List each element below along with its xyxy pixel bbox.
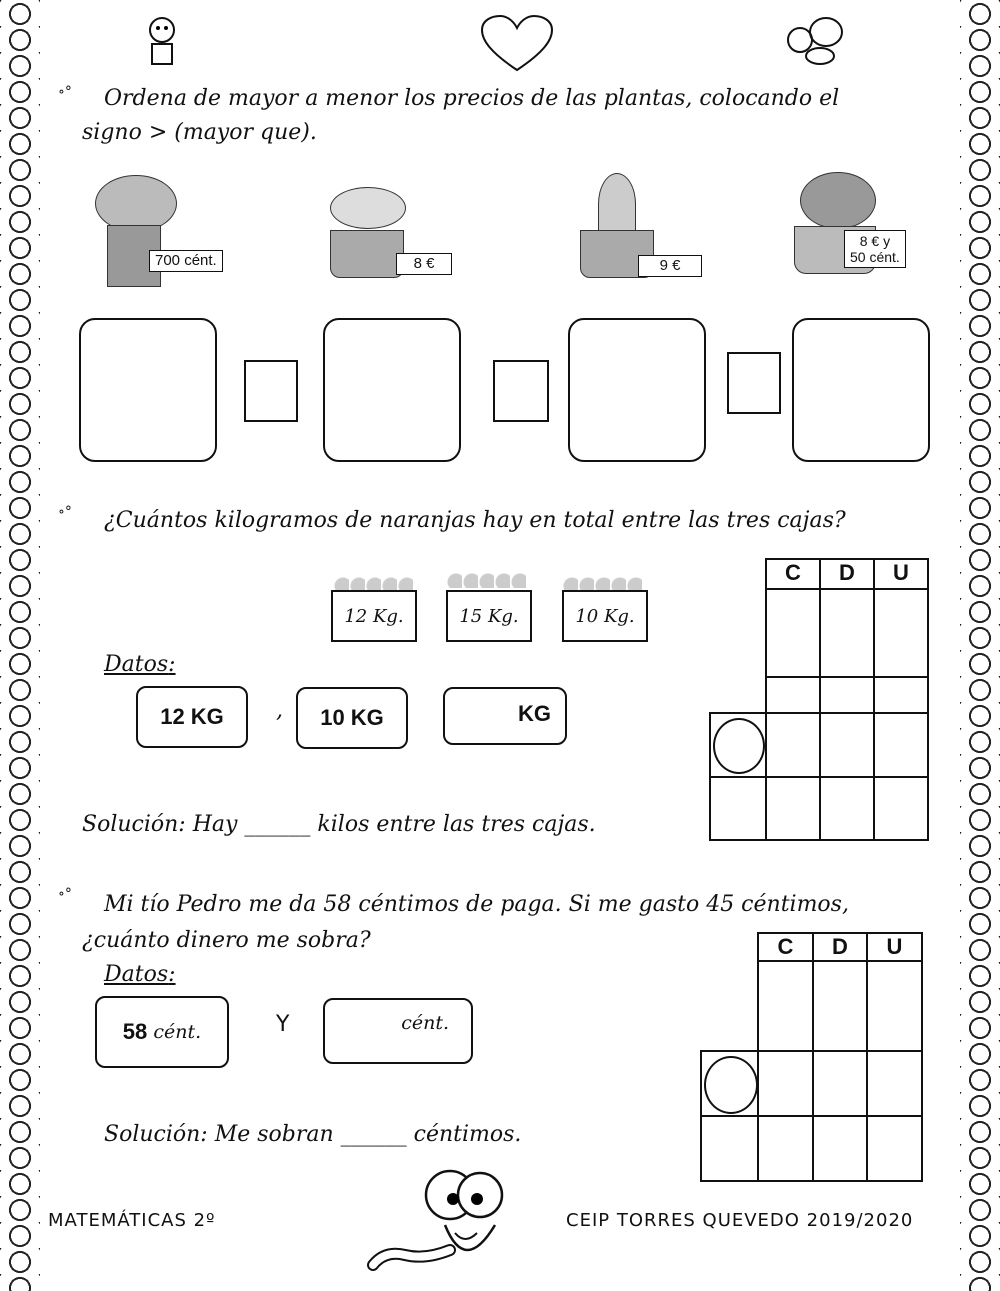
footer-school: CEIP TORRES QUEVEDO 2019/2020 [566, 1210, 914, 1231]
exercise2-solution[interactable]: Solución: Hay ______ kilos entre las tres cajas. [82, 812, 596, 837]
datos-label-text: Datos [104, 652, 169, 677]
data-box-2[interactable]: 10 KG [296, 687, 408, 749]
price-tag-line: 50 cént. [850, 249, 900, 265]
bullet-icon: ∘° [58, 84, 72, 100]
plant-1 [85, 165, 225, 295]
crate-2: 15 Kg. [446, 590, 532, 642]
data-box-58[interactable] [95, 996, 229, 1068]
grid-cell[interactable] [812, 960, 868, 1052]
grid-cell[interactable] [757, 1050, 814, 1117]
grid-cell[interactable] [812, 1115, 868, 1182]
connector-y: Y [276, 1012, 290, 1037]
grid-header-c: C [765, 558, 821, 590]
grid-cell[interactable] [765, 776, 821, 841]
datos-label-text: Datos [104, 962, 169, 987]
grid-cell[interactable] [812, 1050, 868, 1117]
price-tag: 700 cént. [149, 250, 223, 272]
plant-4 [788, 160, 928, 290]
price-tag [844, 230, 906, 268]
grid-cell[interactable] [866, 1115, 923, 1182]
grid-cell[interactable] [873, 676, 929, 714]
grid-header-u: U [873, 558, 929, 590]
grid-cell[interactable] [819, 676, 875, 714]
answer-box-1[interactable] [79, 318, 217, 462]
grid-cell[interactable] [709, 776, 767, 841]
answer-box-2[interactable] [323, 318, 461, 462]
price-tag: 8 € [396, 253, 452, 275]
grid-header-u: U [866, 932, 923, 962]
answer-box-3[interactable] [568, 318, 706, 462]
grid-cell[interactable] [819, 712, 875, 778]
decorative-border-right [960, 0, 1000, 1291]
grid-cell[interactable] [873, 712, 929, 778]
price-tag: 9 € [638, 255, 702, 277]
separator-comma: , [276, 698, 283, 723]
amount: 58 [122, 1019, 148, 1044]
worm-drawing-icon [365, 1165, 545, 1280]
grid-cell[interactable] [765, 588, 821, 678]
grid-cell[interactable] [757, 960, 814, 1052]
crate-3: 10 Kg. [562, 590, 648, 642]
grid-header-d: D [819, 558, 875, 590]
datos-label: Datos: [104, 962, 176, 987]
plant-2 [318, 165, 458, 295]
data-box-3[interactable]: KG [443, 687, 567, 745]
exercise1-instruction-cont: signo > (mayor que). [82, 120, 317, 145]
grid-cell[interactable] [819, 588, 875, 678]
grid-cell[interactable] [765, 712, 821, 778]
grid-header-c: C [757, 932, 814, 962]
butterfly-drawing-icon [780, 10, 850, 70]
grid-cell[interactable] [765, 676, 821, 714]
heart-icon [480, 14, 554, 74]
plant-3 [568, 165, 708, 295]
operator-circle[interactable] [713, 718, 765, 774]
operator-circle[interactable] [704, 1056, 758, 1114]
grid-cell[interactable] [866, 960, 923, 1052]
bug-drawing-icon [138, 8, 188, 70]
footer-subject: MATEMÁTICAS 2º [48, 1210, 216, 1231]
sign-box-2[interactable] [493, 360, 549, 422]
sign-box-1[interactable] [244, 360, 298, 422]
exercise3-question-cont: ¿cuánto dinero me sobra? [82, 928, 371, 953]
sign-box-3[interactable] [727, 352, 781, 414]
answer-box-4[interactable] [792, 318, 930, 462]
exercise3-solution[interactable]: Solución: Me sobran ______ céntimos. [104, 1122, 522, 1147]
grid-cell[interactable] [866, 1050, 923, 1117]
exercise3-question: Mi tío Pedro me da 58 céntimos de paga. Si me gasto 45 céntimos, [104, 892, 849, 917]
bullet-icon: ∘° [58, 886, 72, 902]
data-box-1[interactable]: 12 KG [136, 686, 248, 748]
exercise2-question: ¿Cuántos kilogramos de naranjas hay en total entre las tres cajas? [104, 508, 846, 533]
grid-cell[interactable] [700, 1115, 759, 1182]
price-tag-line: 8 € y [859, 233, 891, 249]
grid-cell[interactable] [819, 776, 875, 841]
datos-label: Datos: [104, 652, 176, 677]
exercise1-instruction: Ordena de mayor a menor los precios de las plantas, colocando el [104, 86, 840, 111]
decorative-border-left [0, 0, 40, 1291]
grid-header-d: D [812, 932, 868, 962]
unit: cént. [153, 1021, 202, 1043]
oranges-icon [446, 572, 526, 588]
data-box-2[interactable]: cént. [323, 998, 473, 1064]
crate-1: 12 Kg. [331, 590, 417, 642]
bullet-icon: ∘° [58, 504, 72, 520]
grid-cell[interactable] [757, 1115, 814, 1182]
grid-cell[interactable] [873, 776, 929, 841]
grid-cell[interactable] [873, 588, 929, 678]
